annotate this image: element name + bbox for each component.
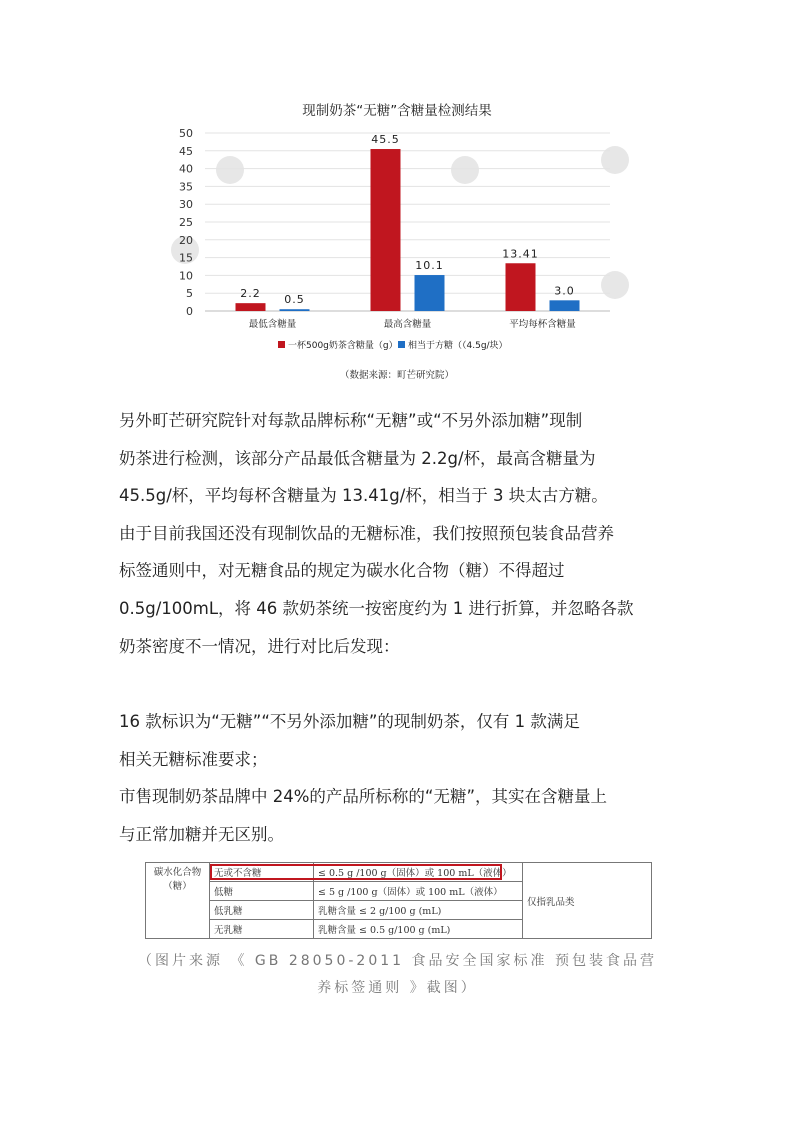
paragraph-line: 由于目前我国还没有现制饮品的无糖标准，我们按照预包装食品营养 (119, 523, 614, 543)
legend-swatch (278, 341, 285, 348)
paragraph-line: 与正常加糖并无区别。 (119, 824, 284, 844)
legend-label: 相当于方糖（（4.5g/块） (408, 341, 508, 351)
chart-source: （数据来源：町芒研究院） (339, 370, 455, 381)
bar-data-label: 10.1 (415, 259, 444, 273)
paragraph-market (119, 778, 689, 853)
gb28050-standard-table (145, 862, 652, 939)
x-tick-label: 平均每杯含糖量 (509, 319, 576, 330)
bar-sugar-g (506, 263, 536, 311)
legend-swatch (398, 341, 405, 348)
paragraph-line: 相关无糖标准要求； (119, 749, 268, 769)
bar-data-label: 45.5 (371, 133, 400, 147)
category-line: 碳水化合物 (153, 867, 202, 878)
paragraph-line: 另外町芒研究院针对每款品牌标称“无糖”或“不另外添加糖”现制 (119, 411, 583, 430)
paragraph-line: 标签通则中，对无糖食品的规定为碳水化合物（糖）不得超过 (119, 561, 565, 581)
chart-gridlines (205, 133, 610, 311)
y-tick-label: 30 (179, 198, 193, 212)
claim-cell: 无乳糖 (210, 920, 314, 939)
y-tick-label: 10 (179, 269, 193, 283)
x-tick-label: 最低含糖量 (248, 319, 297, 330)
legend-label: 一杯500g奶茶含糖量（g） (288, 341, 398, 351)
table-category-cell (146, 863, 210, 939)
y-tick-label: 45 (179, 144, 193, 158)
bar-data-label: 2.2 (240, 287, 261, 301)
paragraph-line: 45.5g/杯，平均每杯含糖量为 13.41g/杯，相当于 3 块太古方糖。 (119, 486, 608, 506)
y-tick-label: 50 (179, 127, 193, 140)
y-tick-label: 5 (186, 287, 193, 301)
bar-sugar-cubes (550, 300, 580, 311)
sugar-bar-chart (160, 90, 630, 385)
y-tick-label: 15 (179, 251, 193, 265)
y-tick-label: 40 (179, 162, 193, 176)
condition-cell: 乳糖含量 ≤ 0.5 g/100 g (mL) (314, 920, 523, 939)
bar-sugar-g (371, 149, 401, 311)
claim-cell: 低乳糖 (210, 901, 314, 920)
chart-title: 现制奶茶“无糖”含糖量检测结果 (302, 103, 492, 119)
x-tick-label: 最高含糖量 (383, 319, 432, 330)
paragraph-compliance (119, 703, 689, 778)
paragraph-line: 奶茶密度不一情况，进行对比后发现： (119, 636, 400, 656)
condition-cell: 乳糖含量 ≤ 2 g/100 g (mL) (314, 901, 523, 920)
paragraph-line: 奶茶进行检测，该部分产品最低含糖量为 2.2g/杯，最高含糖量为 (119, 448, 596, 468)
category-line: （糖） (163, 881, 192, 892)
condition-cell: ≤ 5 g /100 g（固体）或 100 mL（液体） (314, 882, 523, 901)
bar-sugar-cubes (415, 275, 445, 311)
claim-cell: 低糖 (210, 882, 314, 901)
claim-cell: 无或不含糖 (210, 863, 314, 882)
paragraph-findings (119, 402, 689, 665)
image-caption-line: 养标签通则 》截图） (317, 980, 478, 996)
paragraph-line: 16 款标识为“无糖”“不另外添加糖”的现制奶茶，仅有 1 款满足 (119, 712, 580, 731)
condition-cell: ≤ 0.5 g /100 g（固体）或 100 mL（液体） (314, 863, 523, 882)
x-axis (249, 318, 577, 330)
bar-data-label: 0.5 (284, 293, 305, 307)
bar-sugar-g (236, 303, 266, 311)
note-cell: 仅指乳品类 (523, 863, 652, 939)
watermark-logo-icon (451, 156, 479, 184)
y-tick-label: 20 (179, 233, 193, 247)
paragraph-line: 市售现制奶茶品牌中 24%的产品所标称的“无糖”，其实在含糖量上 (119, 787, 608, 806)
table-row (146, 863, 652, 882)
watermark-logo-icon (601, 146, 629, 174)
watermark-logo-icon (216, 156, 244, 184)
y-tick-label: 0 (186, 305, 193, 318)
y-tick-label: 25 (179, 216, 193, 229)
bar-data-label: 13.41 (502, 247, 539, 261)
bar-data-label: 3.0 (554, 284, 575, 298)
bar-sugar-cubes (280, 309, 310, 311)
image-caption-line: （图片来源 《 GB 28050-2011 食品安全国家标准 预包装食品营 (138, 953, 657, 969)
chart-legend (278, 339, 508, 351)
y-tick-label: 35 (179, 180, 193, 194)
paragraph-line: 0.5g/100mL，将 46 款奶茶统一按密度约为 1 进行折算，并忽略各款 (119, 598, 634, 618)
